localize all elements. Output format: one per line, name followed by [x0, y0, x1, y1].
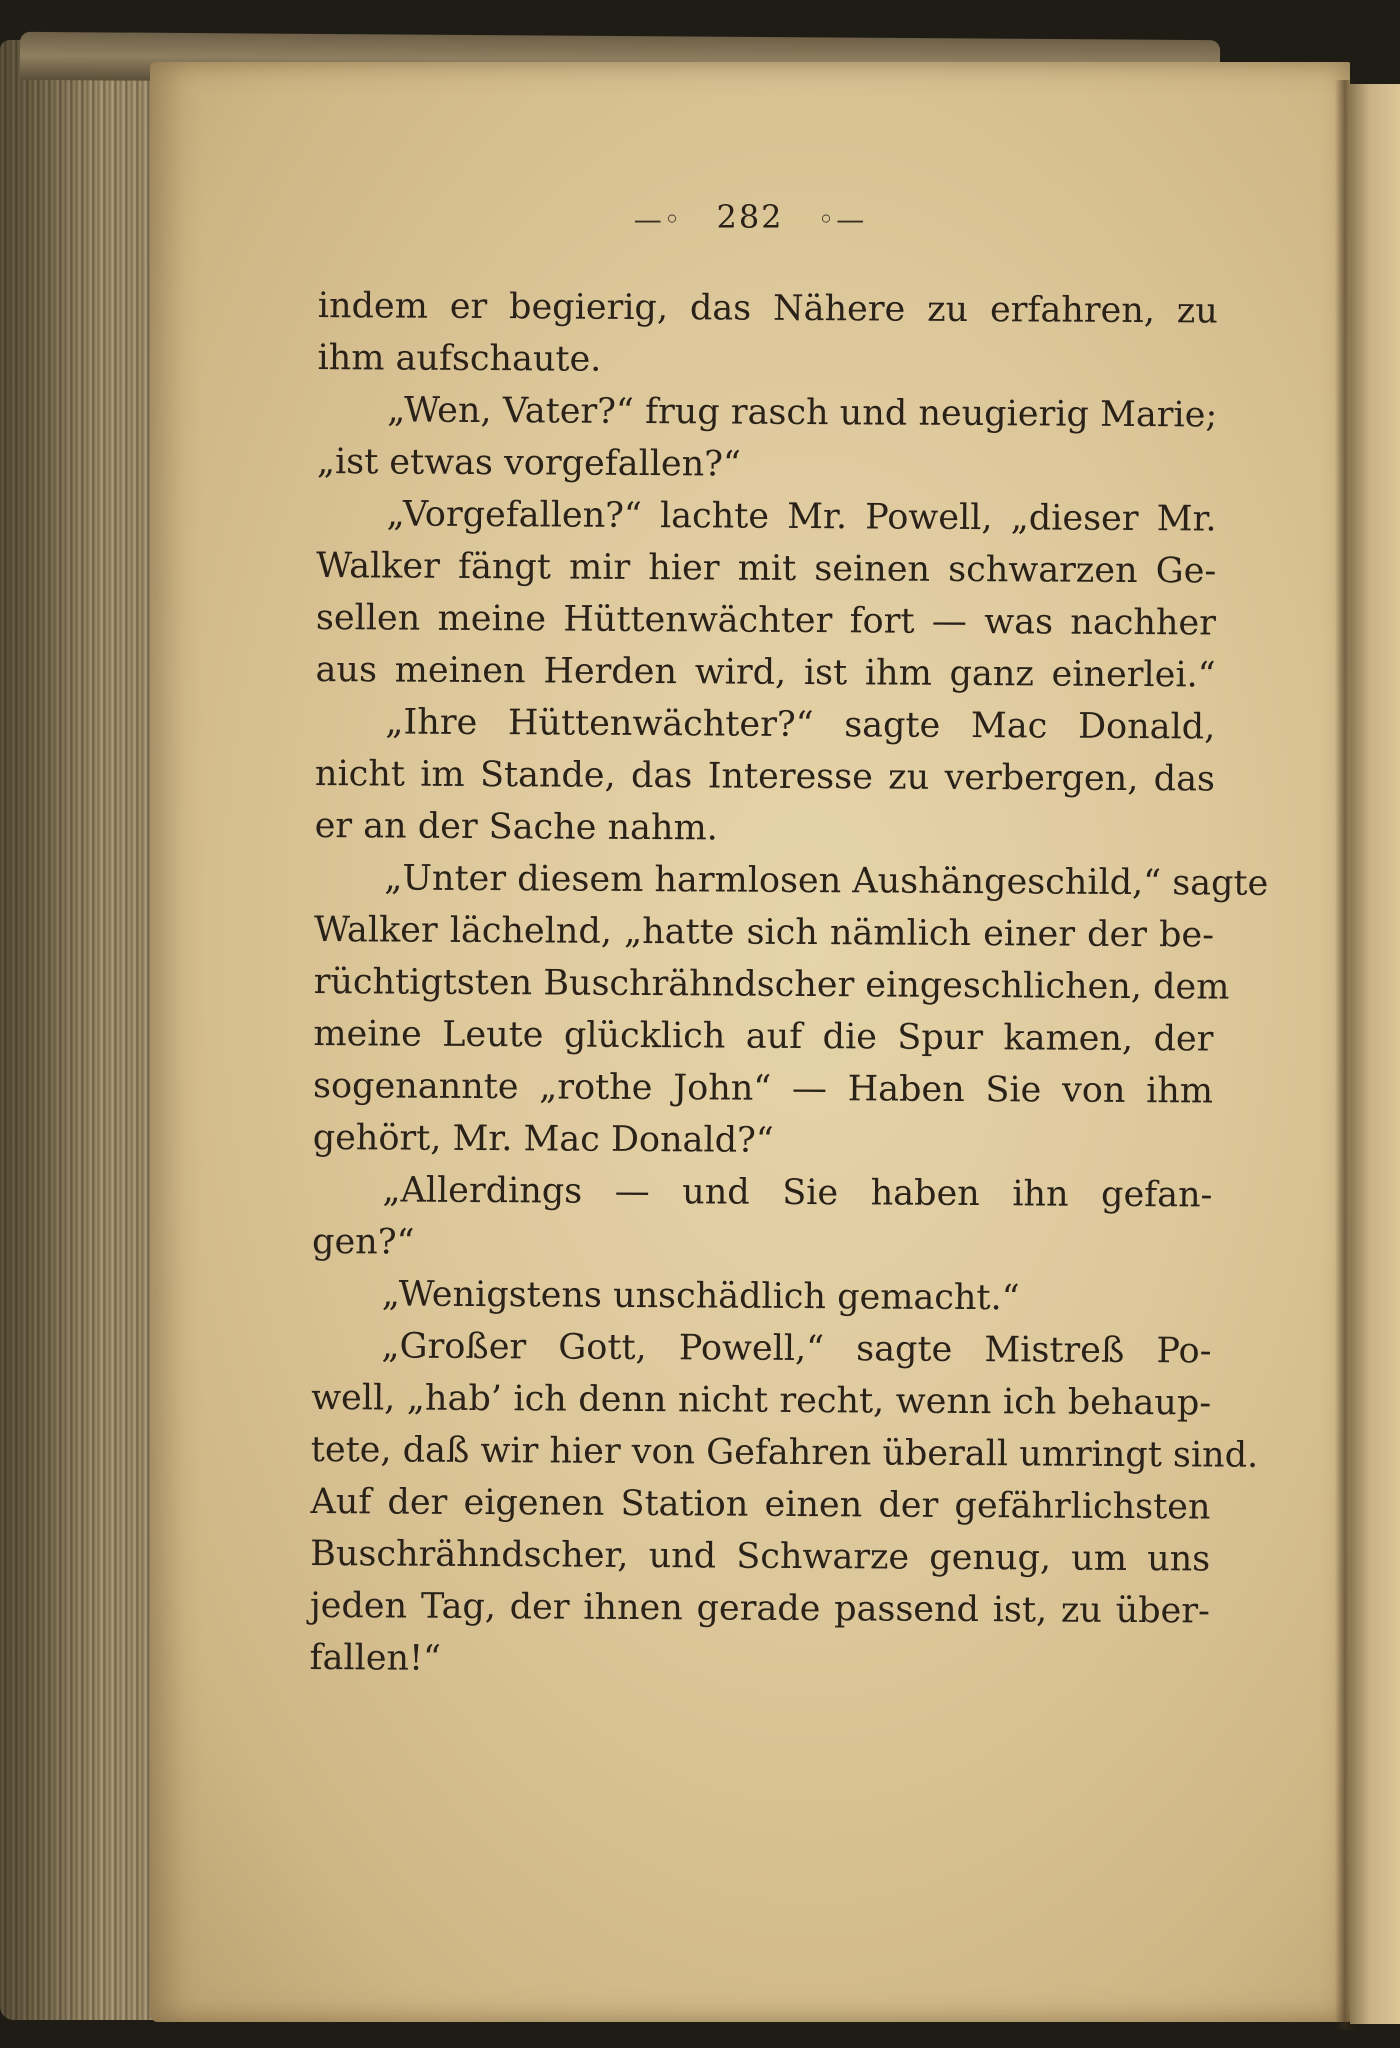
text-line: well, „hab’ ich denn nicht recht, wenn ich behaup- — [311, 1377, 1212, 1424]
text-line: tete, daß wir hier von Gefahren überall umringt sind. — [310, 1429, 1259, 1476]
text-line: er an der Sache nahm. — [314, 805, 718, 849]
text-line: „Unter diesem harmlosen Aushängeschild,“ sagte — [384, 858, 1269, 904]
text-line: gehört, Mr. Mac Donald?“ — [312, 1117, 774, 1161]
text-line: meine Leute glücklich auf die Spur kamen, der — [313, 1013, 1214, 1060]
text-line: Walker lächelnd, „hatte sich nämlich einer der be- — [313, 909, 1215, 956]
text-line: fallen!“ — [309, 1637, 442, 1679]
text-line: Buschrähndscher, und Schwarze genug, um uns — [310, 1533, 1211, 1580]
header-ornament-right: ◦— — [817, 203, 867, 236]
text-line: „Wen, Vater?“ frug rasch und neugierig Marie; — [387, 390, 1218, 436]
text-line: sellen meine Hüttenwächter fort — was nachher — [315, 597, 1217, 644]
page-edges — [0, 40, 175, 2020]
text-line: gen?“ — [312, 1221, 415, 1263]
text-line: „Allerdings — und Sie haben ihn gefan- — [382, 1170, 1213, 1216]
text-line: ihm aufschaute. — [317, 337, 602, 380]
text-line: jeden Tag, der ihnen gerade passend ist, zu über- — [309, 1585, 1211, 1632]
text-line: rüchtigtsten Buschrähndscher eingeschlichen, dem — [313, 961, 1230, 1008]
text-line: „ist etwas vorgefallen?“ — [316, 441, 741, 485]
text-line: „Ihre Hüttenwächter?“ sagte Mac Donald, — [385, 702, 1216, 748]
header-ornament-left: —◦ — [633, 203, 683, 236]
page-header — [150, 198, 1350, 236]
facing-page-sliver — [1350, 84, 1400, 2024]
text-line: Walker fängt mir hier mit seinen schwarzen Ge- — [316, 545, 1217, 592]
body-text — [309, 280, 1269, 1689]
text-line: indem er begierig, das Nähere zu erfahren, zu — [317, 285, 1218, 332]
text-line: „Großer Gott, Powell,“ sagte Mistreß Po- — [381, 1326, 1212, 1372]
text-line: „Vorgefallen?“ lachte Mr. Powell, „dieser Mr. — [386, 494, 1217, 540]
text-line: nicht im Stande, das Interesse zu verbergen, das — [314, 753, 1216, 800]
page-number: 282 — [716, 198, 784, 236]
text-line: aus meinen Herden wird, ist ihm ganz einerlei.“ — [315, 649, 1216, 696]
text-line: sogenannte „rothe John“ — Haben Sie von ihm — [312, 1065, 1214, 1112]
text-line: Auf der eigenen Station einen der gefährlichsten — [310, 1481, 1211, 1528]
text-line: „Wenigstens unschädlich gemacht.“ — [381, 1274, 1020, 1319]
